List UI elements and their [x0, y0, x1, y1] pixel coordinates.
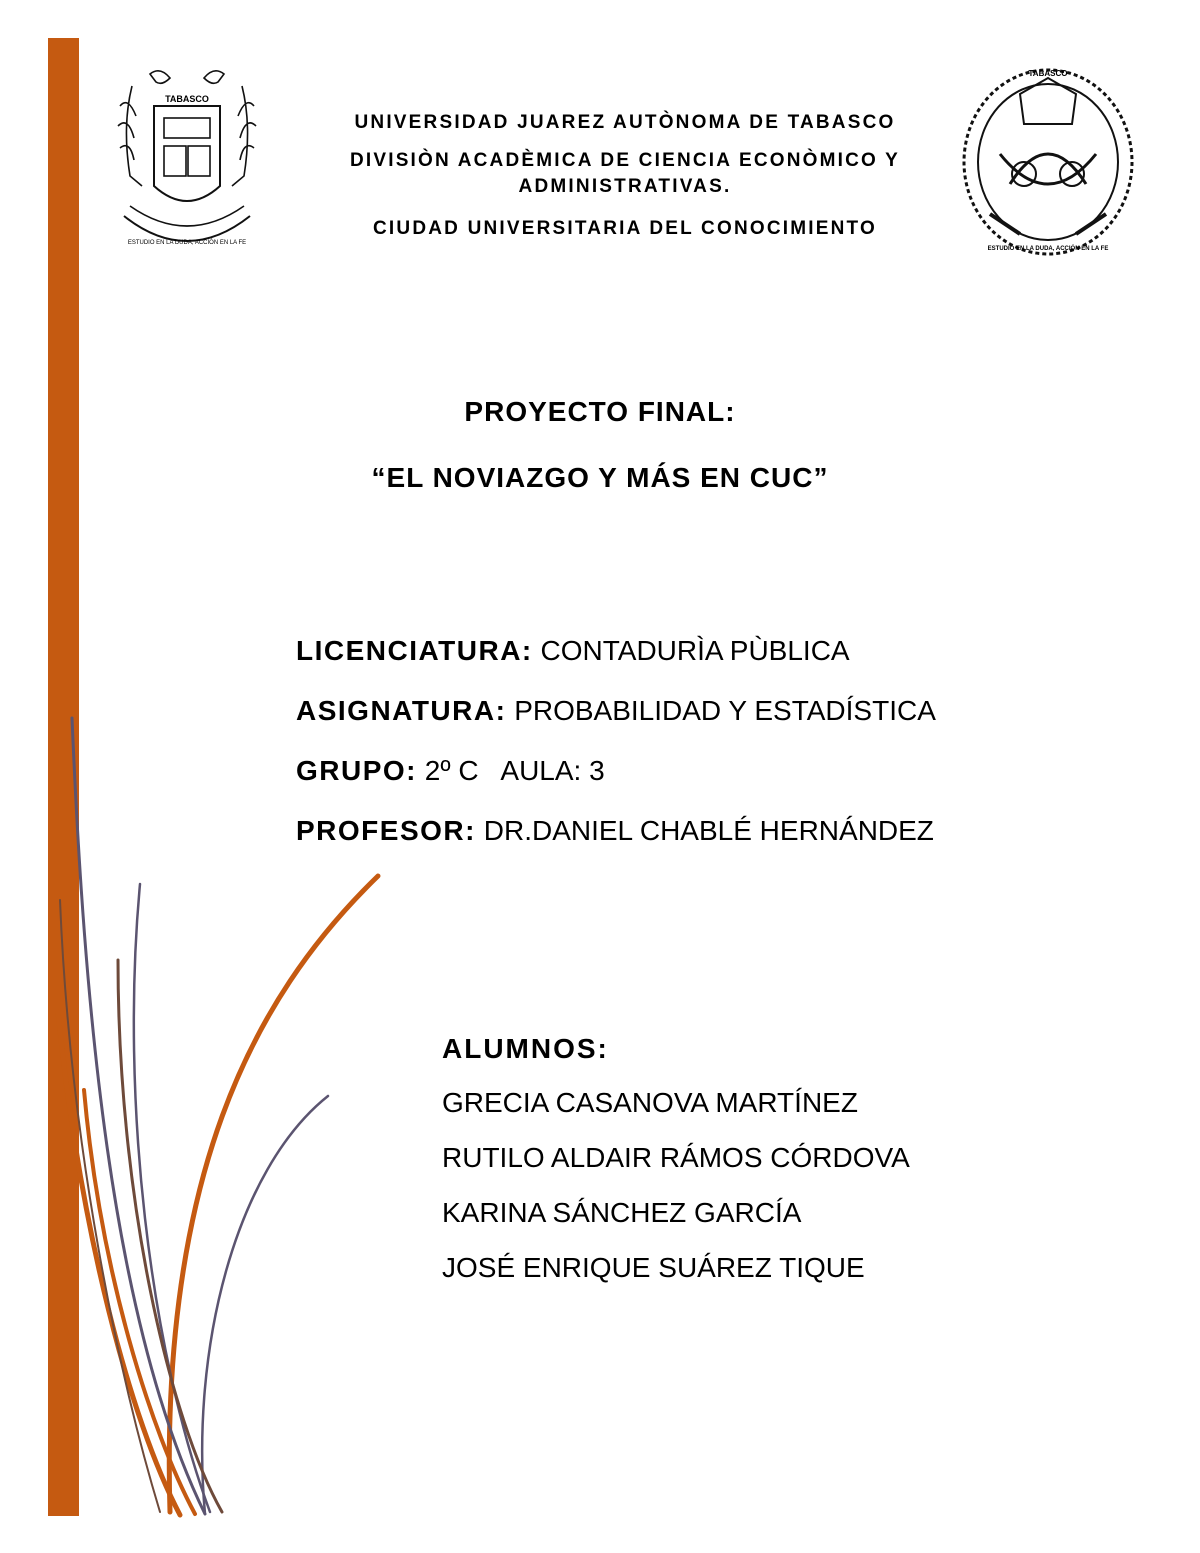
division-line-2: ADMINISTRATIVAS.: [518, 176, 732, 197]
grupo-row: [296, 752, 936, 790]
curve-dark-1: [72, 718, 205, 1514]
student-name: JOSÉ ENRIQUE SUÁREZ TIQUE: [442, 1252, 865, 1283]
ujat-coat-of-arms-logo: [112, 66, 262, 262]
aula-value: AULA: 3: [500, 755, 605, 786]
division-name: [280, 148, 970, 200]
student-name: KARINA SÁNCHEZ GARCÍA: [442, 1197, 802, 1228]
orange-side-bar: [48, 38, 79, 1516]
curve-orange-2: [169, 876, 378, 1512]
student-name: RUTILO ALDAIR RÁMOS CÓRDOVA: [442, 1142, 910, 1173]
grupo-label: GRUPO:: [296, 755, 417, 786]
asignatura-value: PROBABILIDAD Y ESTADÍSTICA: [514, 695, 936, 726]
curve-dark-3: [202, 1096, 328, 1514]
division-line-1: DIVISIÒN ACADÈMICA DE CIENCIA ECONÒMICO Y: [349, 150, 901, 171]
profesor-value: DR.DANIEL CHABLÉ HERNÁNDEZ: [483, 815, 934, 846]
student-name: GRECIA CASANOVA MARTÍNEZ: [442, 1087, 858, 1118]
project-title: “EL NOVIAZGO Y MÁS EN CUC”: [371, 462, 829, 493]
curve-brown-1: [118, 960, 222, 1512]
curve-orange-3: [84, 1090, 195, 1514]
ujat-logo-top-text: TABASCO: [165, 94, 209, 104]
profesor-label: PROFESOR:: [296, 815, 476, 846]
profesor-row: [296, 812, 936, 850]
grupo-value: 2º C: [424, 755, 479, 786]
ujat-seal-motto-text: ESTUDIO EN LA DUDA, ACCIÓN EN LA FE: [987, 246, 1109, 252]
institution-header: [280, 110, 970, 254]
ujat-seal-top-text: TABASCO: [1028, 69, 1068, 78]
university-name: UNIVERSIDAD JUAREZ AUTÒNOMA DE TABASCO: [354, 112, 896, 133]
ujat-logo-motto-text: ESTUDIO EN LA DUDA, ACCIÓN EN LA FE: [127, 240, 247, 246]
curve-dark-2: [134, 884, 210, 1512]
ujat-seal-logo: [960, 64, 1136, 260]
students-block: [442, 1030, 910, 1304]
campus-name: CIUDAD UNIVERSITARIA DEL CONOCIMIENTO: [373, 218, 877, 239]
course-info: [296, 632, 936, 872]
project-label: PROYECTO FINAL:: [464, 396, 736, 427]
students-heading: ALUMNOS:: [442, 1033, 609, 1064]
licenciatura-label: LICENCIATURA:: [296, 635, 533, 666]
asignatura-row: [296, 692, 936, 730]
licenciatura-row: [296, 632, 936, 670]
licenciatura-value: CONTADURÌA PÙBLICA: [540, 635, 850, 666]
asignatura-label: ASIGNATURA:: [296, 695, 507, 726]
